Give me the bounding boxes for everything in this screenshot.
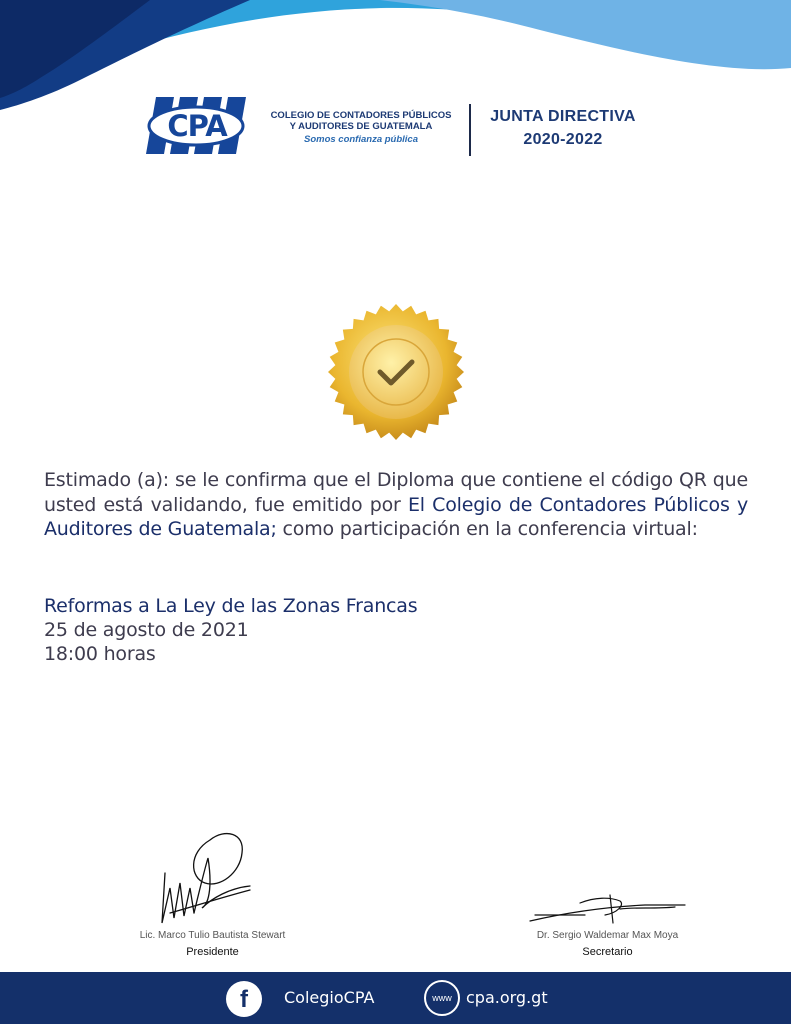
facebook-icon[interactable]: f — [226, 981, 262, 1017]
check-seal-icon — [326, 302, 466, 442]
event-time: 18:00 horas — [44, 643, 156, 665]
board-heading — [478, 108, 648, 149]
organization-tagline: Somos confianza pública — [303, 134, 419, 145]
signatory-secretary — [505, 930, 710, 958]
confirmation-text-part2: como participación en la conferencia virtual: — [276, 518, 698, 540]
facebook-link[interactable]: ColegioCPA — [284, 988, 375, 1007]
board-title: JUNTA DIRECTIVA — [490, 108, 636, 125]
signatory-role: Presidente — [186, 946, 239, 958]
cpa-logo-text: CPA — [167, 108, 227, 143]
organization-name — [256, 110, 466, 145]
event-title: Reformas a La Ley de las Zonas Francas — [44, 595, 418, 617]
organization-name-line1: COLEGIO DE CONTADORES PÚBLICOS — [270, 110, 452, 121]
footer-bar — [0, 972, 791, 1024]
event-details — [44, 594, 417, 666]
confirmation-paragraph — [44, 468, 748, 542]
website-icon[interactable]: www — [424, 980, 460, 1016]
header-wave-decoration — [0, 0, 791, 120]
board-years: 2020-2022 — [523, 131, 603, 148]
confirmation-text-part1: Estimado (a): se le confirma que el Diploma que contiene el código QR que usted está validando, fue emitido por — [44, 469, 748, 516]
secretary-signature — [525, 893, 690, 928]
issuer-name: El Colegio de Contadores Públicos y Auditores de Guatemala; — [44, 493, 748, 540]
organization-name-line2: Y AUDITORES DE GUATEMALA — [289, 121, 433, 132]
signatory-president — [110, 930, 315, 958]
event-date: 25 de agosto de 2021 — [44, 619, 249, 641]
signatory-name: Lic. Marco Tulio Bautista Stewart — [139, 930, 286, 941]
president-signature — [150, 828, 260, 928]
signatory-role: Secretario — [582, 946, 633, 958]
website-link[interactable]: cpa.org.gt — [466, 988, 548, 1007]
signatory-name: Dr. Sergio Waldemar Max Moya — [536, 930, 679, 941]
header-divider — [469, 104, 471, 156]
